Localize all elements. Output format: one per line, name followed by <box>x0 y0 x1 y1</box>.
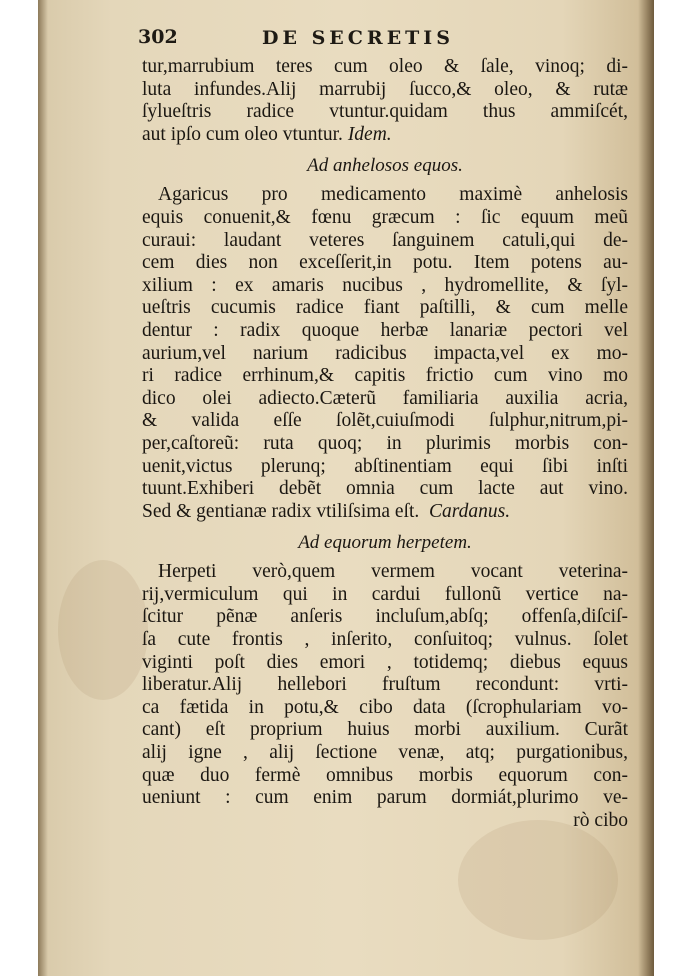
text-line: & valida eſſe ſolẽt,cuiuſmodi ſulphur,nitrum,pi- <box>142 410 628 432</box>
text-line: ſcitur pẽnæ anſeris incluſum,abſq; offenſa,diſciſ- <box>142 606 628 628</box>
attribution: Idem. <box>347 123 392 145</box>
paper-stain <box>58 560 148 700</box>
catchword: rò cibo <box>573 809 628 831</box>
attribution: Cardanus. <box>429 500 511 522</box>
text-line: Agaricus pro medicamento maximè anhelosis <box>158 184 628 206</box>
paper-stain <box>458 820 618 940</box>
text-line: ueſtris cucumis radice fiant paſtilli, & cum melle <box>142 297 628 319</box>
text-line: liberatur.Alij hellebori fruſtum recondunt: vrti- <box>142 674 628 696</box>
text-line: aurium,vel narium radicibus impacta,vel ex mo- <box>142 342 628 364</box>
text-line: cem dies non exceſſerit,in potu. Item potens au- <box>142 252 628 274</box>
text-line: xilium : ex amaris nucibus , hydromellite, & ſyl- <box>142 274 628 296</box>
text-line: alij igne , alij ſectione venæ, atq; purgationibus, <box>142 742 628 764</box>
text-line <box>142 124 628 147</box>
text-line: uenit,victus plerunq; abſtinentiam equi ſibi inſti <box>142 455 628 477</box>
text-line: tuunt.Exhiberi debẽt omnia cum lacte aut vino. <box>142 478 628 500</box>
text-line-content: aut ipſo cum oleo vtuntur. <box>142 123 343 145</box>
text-line: ueniunt : cum enim parum dormiát,plurimo ve- <box>142 787 628 809</box>
text-line: ri radice errhinum,& capitis frictio cum vino mo <box>142 365 628 387</box>
section-heading: Ad anhelosos equos. <box>307 155 463 177</box>
text-line: Herpeti verò,quem vermem vocant veterina- <box>158 561 628 583</box>
book-page <box>38 0 654 976</box>
text-line: dentur : radix quoque herbæ lanariæ pectori vel <box>142 319 628 341</box>
page-header <box>138 26 538 52</box>
text-line: curaui: laudant veteres ſanguinem catuli,qui de- <box>142 229 628 251</box>
text-line-content: Sed & gentianæ radix vtiliſsima eſt. <box>142 500 420 522</box>
text-line <box>142 501 628 524</box>
text-line: rij,vermiculum qui in cardui fullonũ vertice na- <box>142 583 628 605</box>
text-line: viginti poſt dies emori , totidemq; diebus equus <box>142 651 628 673</box>
text-line: per,caſtoreũ: ruta quoq; in plurimis morbis con- <box>142 432 628 454</box>
running-title: DE SECRETIS <box>262 27 454 49</box>
text-line: tur,marrubium teres cum oleo & ſale, vinoq; di- <box>142 56 628 77</box>
text-line: ca fætida in potu,& cibo data (ſcrophulariam vo- <box>142 696 628 718</box>
text-line: quæ duo fermè omnibus morbis equorum con- <box>142 764 628 786</box>
page-edge-shadow <box>638 0 654 976</box>
text-line: ſa cute frontis , inſerito, conſuitoq; vulnus. ſolet <box>142 629 628 651</box>
page-gutter-shadow <box>38 0 48 976</box>
page-number: 302 <box>138 26 178 48</box>
body-text <box>142 56 628 832</box>
text-line: cant) eſt proprium huius morbi auxilium. Curãt <box>142 719 628 741</box>
text-line: equis conuenit,& fœnu græcum : ſic equum meũ <box>142 206 628 228</box>
text-line: ſylueſtris radice vtuntur.quidam thus ammiſcét, <box>142 101 628 123</box>
text-line: luta infundes.Alij marrubij ſucco,& oleo, & rutæ <box>142 78 628 100</box>
text-line: dico olei adiecto.Cæterũ familiaria auxilia acria, <box>142 387 628 409</box>
section-heading: Ad equorum herpetem. <box>298 532 472 554</box>
